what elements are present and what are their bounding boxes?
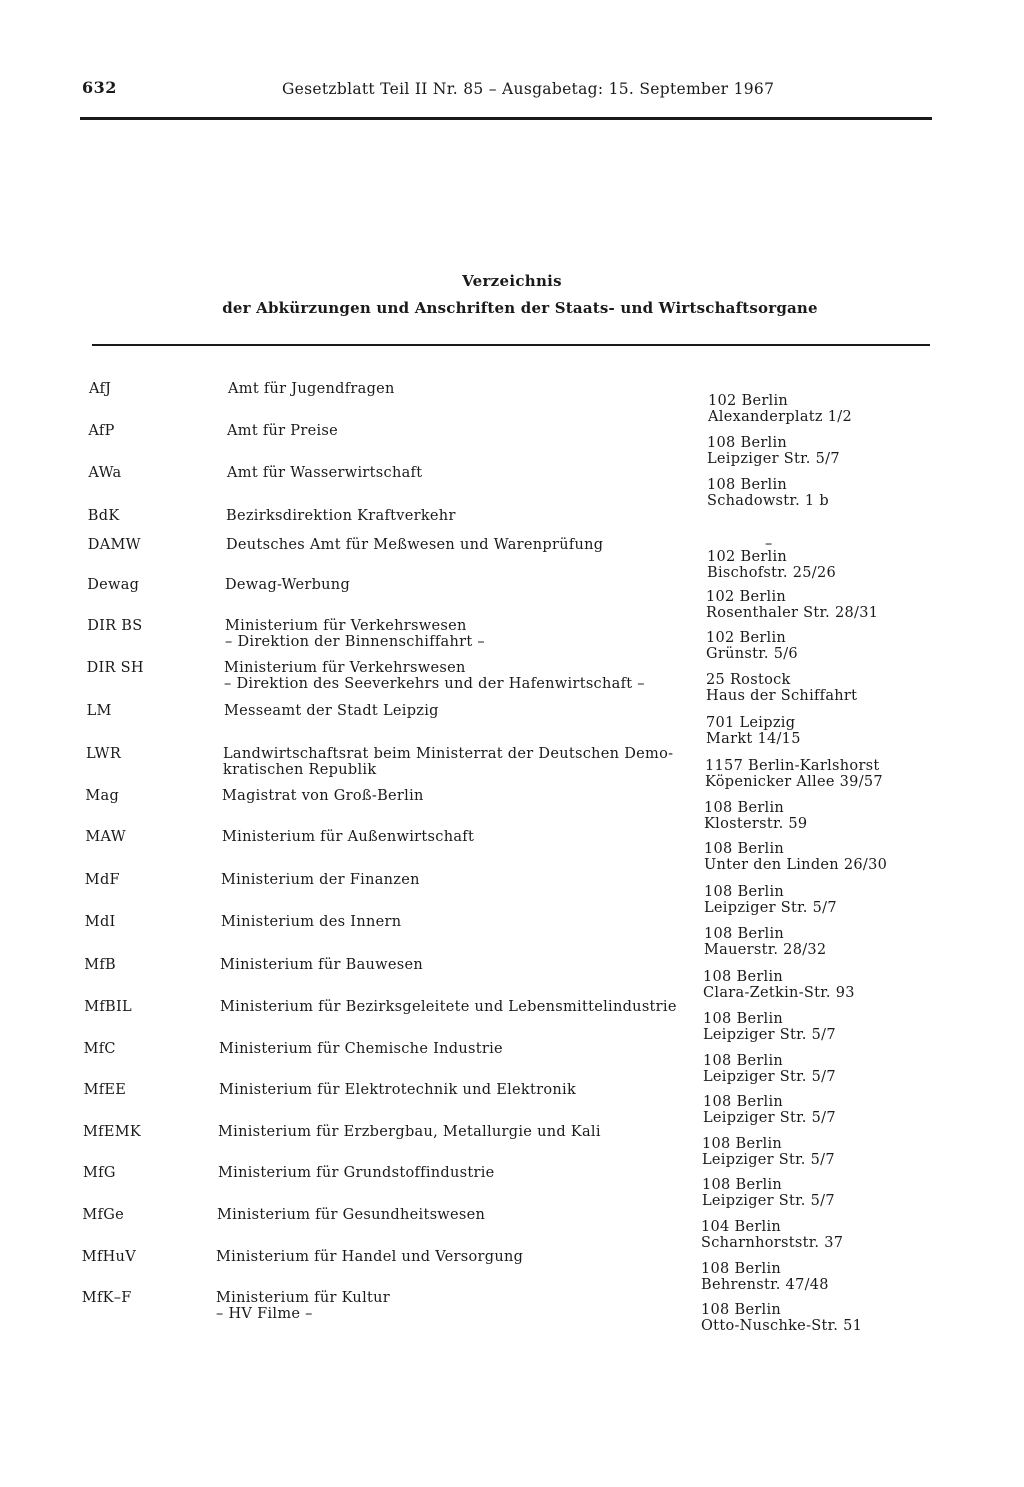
entry-address-line: 108 Berlin	[704, 926, 785, 942]
entry-organ-name-line: Ministerium für Verkehrswesen	[224, 660, 466, 676]
entry-address-line: Klosterstr. 59	[704, 816, 808, 832]
entry-organ-name	[227, 465, 672, 481]
entry-address-line: Leipziger Str. 5/7	[702, 1152, 835, 1168]
entry-address	[702, 1177, 917, 1209]
entry-organ-name	[224, 660, 669, 692]
entry-organ-name	[218, 1124, 663, 1140]
entry-address-line: 108 Berlin	[701, 1302, 782, 1318]
entry-abbreviation: MfBIL	[84, 999, 132, 1015]
entry-address	[706, 715, 921, 747]
entry-address	[707, 477, 922, 509]
entry-organ-name-line: Ministerium für Chemische Industrie	[219, 1041, 503, 1057]
entry-organ-name-line: Deutsches Amt für Meßwesen und Warenprüfung	[226, 537, 604, 553]
entry-address-line: 108 Berlin	[703, 1011, 784, 1027]
entry-address-line: –	[765, 536, 773, 552]
entry-abbreviation: MfEMK	[83, 1124, 141, 1140]
entry-organ-name-line: Amt für Jugendfragen	[228, 381, 395, 397]
entry-abbreviation: AfJ	[89, 381, 112, 397]
entry-organ-name-line: Amt für Wasserwirtschaft	[227, 465, 423, 481]
entry-address-line: 108 Berlin	[701, 1261, 782, 1277]
entry-organ-name-line: Ministerium für Kultur	[216, 1290, 391, 1306]
entry-address-line: Köpenicker Allee 39/57	[705, 774, 883, 790]
entry-address	[701, 1302, 916, 1334]
entry-address-line: Mauerstr. 28/32	[704, 942, 827, 958]
entry-organ-name	[222, 829, 667, 845]
entry-address-line: 108 Berlin	[707, 477, 788, 493]
entry-abbreviation: MfB	[84, 957, 116, 973]
entry-organ-name	[225, 577, 670, 593]
entry-organ-name-line: Ministerium für Gesundheitswesen	[217, 1207, 486, 1223]
entry-address-line: 104 Berlin	[701, 1219, 782, 1235]
heading-title: Verzeichnis	[462, 272, 562, 290]
entry-address-line: Bischofstr. 25/26	[707, 565, 837, 581]
entry-abbreviation: AWa	[88, 465, 122, 481]
entry-organ-name-line: Ministerium für Elektrotechnik und Elektronik	[219, 1082, 577, 1098]
entry-address-line: 108 Berlin	[707, 435, 788, 451]
entry-abbreviation: MfEE	[83, 1082, 127, 1098]
entry-organ-name-line: Ministerium für Außenwirtschaft	[222, 829, 475, 845]
entry-address-line: Leipziger Str. 5/7	[703, 1027, 836, 1043]
entry-abbreviation: MfK–F	[81, 1290, 132, 1306]
entry-organ-name	[223, 746, 674, 778]
running-head: Gesetzblatt Teil II Nr. 85 – Ausgabetag: 15. September 1967	[282, 80, 775, 98]
entry-address	[704, 884, 919, 916]
entry-address-line: Otto-Nuschke-Str. 51	[701, 1318, 863, 1334]
entry-address-line: Leipziger Str. 5/7	[707, 451, 840, 467]
entry-abbreviation: MAW	[85, 829, 126, 845]
entry-address-line: 25 Rostock	[706, 672, 791, 688]
entry-organ-name	[220, 957, 665, 973]
entry-organ-name-line: – Direktion des Seeverkehrs und der Hafenwirtschaft –	[224, 676, 645, 692]
entry-organ-name	[228, 381, 673, 397]
entry-address	[707, 549, 922, 581]
entry-organ-name	[219, 1082, 664, 1098]
entry-address	[703, 1053, 918, 1085]
entry-organ-name	[219, 1041, 664, 1057]
entry-organ-name	[220, 999, 677, 1015]
entry-address	[707, 435, 922, 467]
entry-organ-name	[225, 618, 670, 650]
entry-organ-name-line: Ministerium der Finanzen	[221, 872, 420, 888]
entry-address	[706, 672, 921, 704]
entry-address-line: 108 Berlin	[702, 1177, 783, 1193]
entry-organ-name	[216, 1290, 661, 1322]
entry-address-line: 102 Berlin	[708, 393, 789, 409]
entry-address	[703, 1011, 918, 1043]
entry-organ-name-line: Ministerium für Handel und Versorgung	[216, 1249, 524, 1265]
entry-address	[704, 926, 919, 958]
entry-address-line: Alexanderplatz 1/2	[708, 409, 853, 425]
entry-abbreviation: DIR SH	[86, 660, 144, 676]
entry-abbreviation: DIR BS	[87, 618, 143, 634]
entry-organ-name	[216, 1249, 661, 1265]
entry-address-line: 102 Berlin	[706, 630, 787, 646]
entry-organ-name-line: Dewag-Werbung	[225, 577, 351, 593]
heading-subtitle: der Abkürzungen und Anschriften der Staats- und Wirtschaftsorgane	[222, 299, 818, 317]
entry-organ-name	[227, 423, 672, 439]
entry-organ-name	[226, 537, 671, 553]
entry-abbreviation: DAMW	[87, 537, 141, 553]
entry-address	[703, 1094, 918, 1126]
entry-organ-name	[226, 508, 671, 524]
entry-abbreviation: MdI	[84, 914, 116, 930]
entry-organ-name	[221, 872, 666, 888]
entry-organ-name-line: – Direktion der Binnenschiffahrt –	[225, 634, 485, 650]
entry-address-line: 108 Berlin	[703, 969, 784, 985]
entry-abbreviation: LM	[86, 703, 112, 719]
entry-organ-name-line: – HV Filme –	[216, 1306, 313, 1322]
entry-address-line: Leipziger Str. 5/7	[703, 1110, 836, 1126]
entry-address	[702, 1136, 917, 1168]
entry-organ-name	[222, 788, 667, 804]
entry-address-line: 102 Berlin	[706, 589, 787, 605]
entry-address	[704, 841, 919, 873]
entry-organ-name-line: Ministerium des Innern	[221, 914, 402, 930]
entry-address-line: Unter den Linden 26/30	[704, 857, 888, 873]
entry-abbreviation: LWR	[86, 746, 122, 762]
entry-address-line: 108 Berlin	[702, 1136, 783, 1152]
entry-address-line: Clara-Zetkin-Str. 93	[703, 985, 855, 1001]
entry-organ-name-line: Messeamt der Stadt Leipzig	[224, 703, 439, 719]
entry-address	[708, 393, 923, 425]
entry-organ-name	[224, 703, 669, 719]
entry-abbreviation: MfC	[83, 1041, 116, 1057]
entry-address-line: 108 Berlin	[703, 1094, 784, 1110]
entry-organ-name-line: Ministerium für Erzbergbau, Metallurgie und Kali	[218, 1124, 601, 1140]
entry-address-line: Leipziger Str. 5/7	[702, 1193, 835, 1209]
entry-address-line: 108 Berlin	[704, 884, 785, 900]
entry-address-line: Leipziger Str. 5/7	[703, 1069, 836, 1085]
entry-abbreviation: BdK	[87, 508, 120, 524]
entry-abbreviation: MfG	[83, 1165, 116, 1181]
entry-address-line: 102 Berlin	[707, 549, 788, 565]
entry-address-line: 701 Leipzig	[706, 715, 796, 731]
entry-address-line: Behrenstr. 47/48	[701, 1277, 829, 1293]
entry-address	[701, 1261, 916, 1293]
entry-organ-name-line: Bezirksdirektion Kraftverkehr	[226, 508, 456, 524]
entry-address-line: 108 Berlin	[703, 1053, 784, 1069]
entry-organ-name	[221, 914, 666, 930]
entry-organ-name	[217, 1207, 662, 1223]
entry-organ-name-line: Ministerium für Grundstoffindustrie	[218, 1165, 495, 1181]
entry-abbreviation: Mag	[85, 788, 120, 804]
entry-organ-name	[218, 1165, 663, 1181]
entry-organ-name-line: Landwirtschaftsrat beim Ministerrat der Deutschen Demo-	[223, 746, 674, 762]
entry-address-line: Scharnhorststr. 37	[701, 1235, 844, 1251]
entry-abbreviation: AfP	[88, 423, 115, 439]
entry-organ-name-line: Amt für Preise	[227, 423, 339, 439]
entry-abbreviation: MfGe	[82, 1207, 124, 1223]
entry-address	[707, 520, 922, 552]
entry-address	[706, 589, 921, 621]
header-rule	[80, 117, 932, 120]
entry-organ-name-line: Ministerium für Bezirksgeleitete und Lebensmittelindustrie	[220, 999, 677, 1015]
entry-address	[703, 969, 918, 1001]
entry-address-line: Schadowstr. 1 b	[707, 493, 829, 509]
entry-address-line	[707, 520, 922, 536]
entry-address-line: 108 Berlin	[704, 800, 785, 816]
entry-address-line: Rosenthaler Str. 28/31	[706, 605, 879, 621]
entry-abbreviation: MfHuV	[81, 1249, 136, 1265]
entry-address	[705, 758, 920, 790]
entry-abbreviation: MdF	[84, 872, 120, 888]
entry-address	[701, 1219, 916, 1251]
entry-address	[706, 630, 921, 662]
entry-address-line: 1157 Berlin-Karlshorst	[705, 758, 880, 774]
entry-abbreviation: Dewag	[87, 577, 140, 593]
heading-rule	[92, 344, 930, 346]
entry-organ-name-line: Ministerium für Bauwesen	[220, 957, 424, 973]
entry-address-line: Leipziger Str. 5/7	[704, 900, 837, 916]
entry-organ-name-line: Ministerium für Verkehrswesen	[225, 618, 467, 634]
page-number: 632	[82, 78, 117, 97]
entry-address-line: Markt 14/15	[706, 731, 801, 747]
entry-organ-name-line: Magistrat von Groß-Berlin	[222, 788, 424, 804]
entry-address-line: Haus der Schiffahrt	[706, 688, 858, 704]
entry-organ-name-line: kratischen Republik	[223, 762, 377, 778]
entry-address	[704, 800, 919, 832]
entry-address-line: 108 Berlin	[704, 841, 785, 857]
entry-address-line: Grünstr. 5/6	[706, 646, 798, 662]
